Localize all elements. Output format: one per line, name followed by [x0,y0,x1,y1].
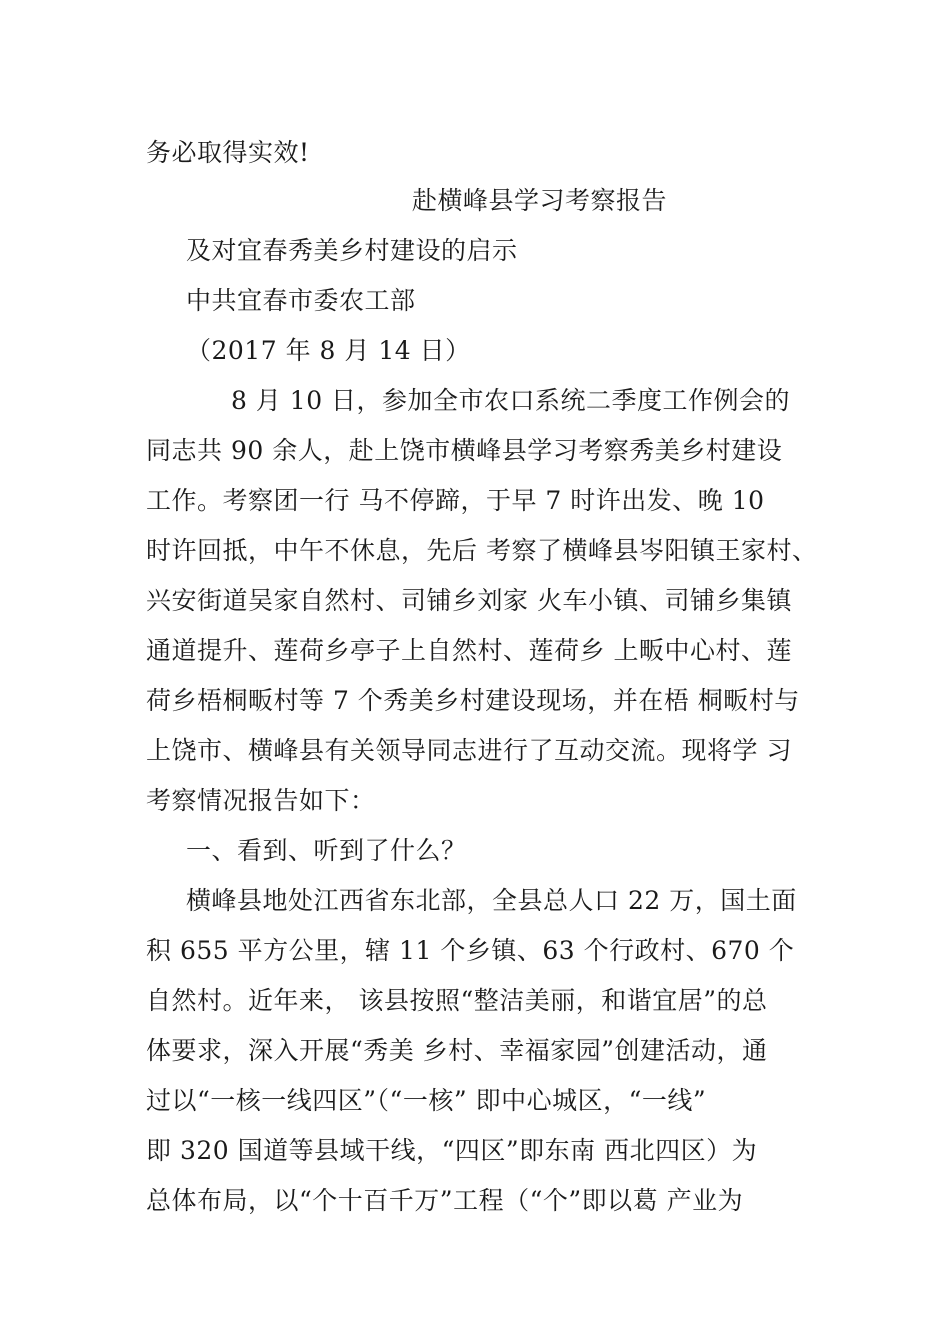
paragraph-line: 总体布局，以“个十百千万”工程（“个”即以葛 产业为 [146,1186,744,1215]
paragraph-line: 考察情况报告如下： [146,786,376,815]
paragraph-line: 8 月 10 日，参加全市农口系统二季度工作例会的 [231,386,791,415]
paragraph-line: 横峰县地处江西省东北部，全县总人口 22 万，国土面 [186,886,797,915]
paragraph-line: 兴安街道吴家自然村、司铺乡刘家 火车小镇、司铺乡集镇 [146,586,792,615]
paragraph-line: 上饶市、横峰县有关领导同志进行了互动交流。现将学 习 [146,736,792,765]
text-line-continuation: 务必取得实效! [146,138,310,167]
report-subtitle: 及对宜春秀美乡村建设的启示 [186,236,518,265]
paragraph-line: 即 320 国道等县域干线，“四区”即东南 西北四区）为 [146,1136,758,1165]
paragraph-line: 荷乡梧桐畈村等 7 个秀美乡村建设现场，并在梧 桐畈村与 [146,686,800,715]
paragraph-line: 工作。考察团一行 马不停蹄，于早 7 时许出发、晚 10 [146,486,765,515]
paragraph-line: 通道提升、莲荷乡亭子上自然村、莲荷乡 上畈中心村、莲 [146,636,792,665]
paragraph-line: 自然村。近年来， 该县按照“整洁美丽，和谐宜居”的总 [146,986,768,1015]
paragraph-line: 同志共 90 余人，赴上饶市横峰县学习考察秀美乡村建设 [146,436,783,465]
report-title: 赴横峰县学习考察报告 [412,186,668,215]
report-date: （2017 年 8 月 14 日） [186,336,471,365]
paragraph-line: 时许回抵，中午不休息，先后 考察了横峰县岑阳镇王家村、 [146,536,818,565]
section-heading: 一、看到、听到了什么？ [186,836,467,865]
paragraph-line: 体要求，深入开展“秀美 乡村、幸福家园”创建活动，通 [146,1036,768,1065]
paragraph-line: 积 655 平方公里，辖 11 个乡镇、63 个行政村、670 个 [146,936,795,965]
paragraph-line: 过以“一核一线四区”（“一核” 即中心城区，“一线” [146,1086,707,1115]
report-author: 中共宜春市委农工部 [186,286,416,315]
